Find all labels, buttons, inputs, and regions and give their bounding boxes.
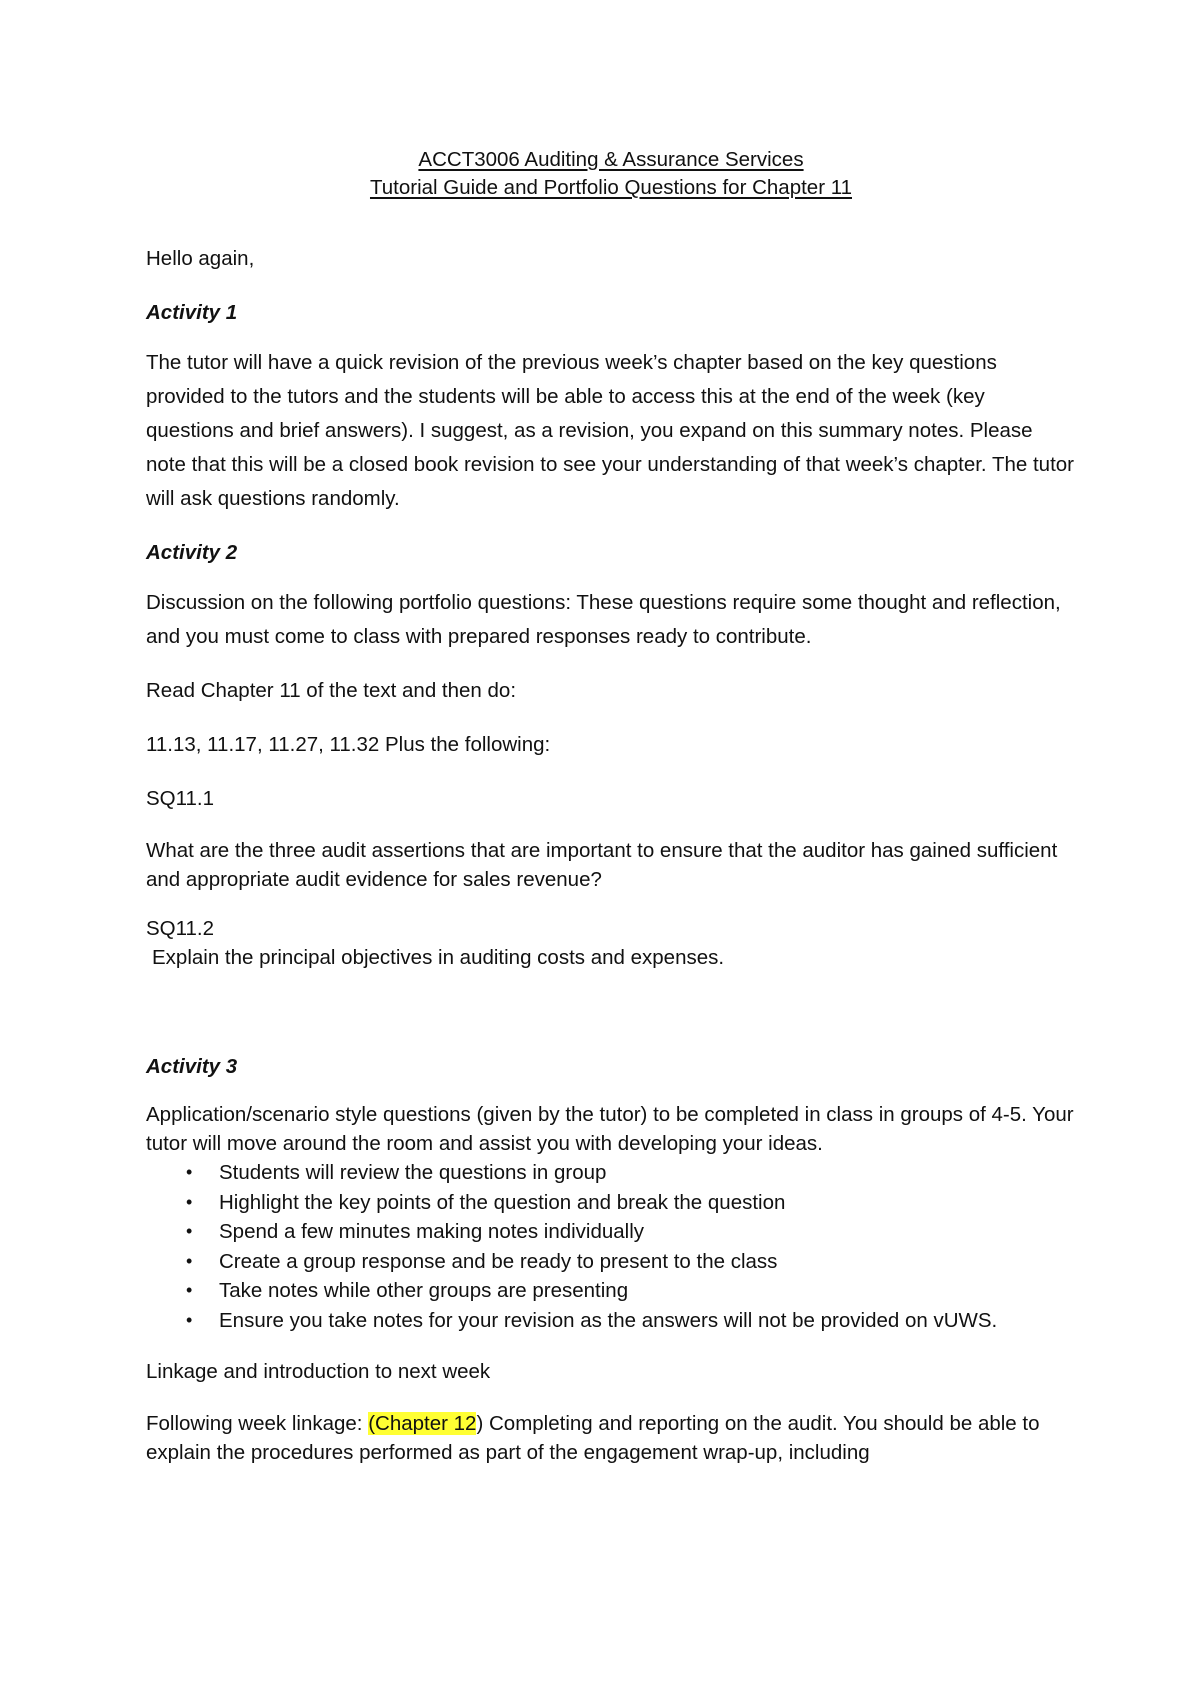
- document-title: [146, 146, 1076, 202]
- list-item: • Take notes while other groups are presenting: [186, 1276, 1076, 1306]
- activity-1-body: The tutor will have a quick revision of the previous week’s chapter based on the key questions provided to the tutors and the students will be able to access this at the end of the week (key questions and brief answers). I suggest, as a revision, you expand on this summary notes. Please note that this will be a closed book revision to see your understanding of that week’s chapter. The tutor will ask questions randomly.: [146, 351, 1074, 510]
- list-item: • Spend a few minutes making notes individually: [186, 1217, 1076, 1247]
- list-item: • Students will review the questions in group: [186, 1158, 1076, 1188]
- greeting: Hello again,: [146, 247, 255, 270]
- bullet-icon: •: [186, 1221, 193, 1241]
- list-item: • Create a group response and be ready to present to the class: [186, 1247, 1076, 1277]
- bullet-icon: •: [186, 1309, 193, 1330]
- linkage-prefix: Following week linkage:: [146, 1412, 369, 1435]
- activity-2-questions: 11.13, 11.17, 11.27, 11.32 Plus the following:: [146, 733, 551, 756]
- list-item: • Ensure you take notes for your revision as the answers will not be provided on vUWS.: [186, 1306, 1076, 1336]
- bullet-icon: •: [186, 1162, 193, 1182]
- sq11-1-code: SQ11.1: [146, 787, 214, 810]
- sq11-2-code: SQ11.2: [146, 917, 214, 940]
- activity-3-intro: Application/scenario style questions (given by the tutor) to be completed in class in groups of 4-5. Your tutor will move around the room and assist you with developing your ideas.: [146, 1103, 1074, 1155]
- bullet-icon: •: [186, 1250, 193, 1271]
- chapter-12-highlight: (Chapter 12: [368, 1412, 477, 1435]
- activity-3-heading: Activity 3: [146, 1055, 238, 1078]
- bullet-icon: •: [186, 1280, 193, 1300]
- activity-2-intro: Discussion on the following portfolio questions: These questions require some thought and reflection, and you must come to class with prepared responses ready to contribute.: [146, 591, 1061, 648]
- activity-2-heading: Activity 2: [146, 541, 238, 564]
- linkage-suffix: ) Completing and reporting on the audit. You should be able to explain the procedures performed as part of the engagement wrap-up, including: [146, 1412, 1040, 1464]
- activity-2-read: Read Chapter 11 of the text and then do:: [146, 679, 517, 702]
- spacer: [146, 992, 1076, 1050]
- document-page: [146, 146, 1076, 1487]
- bullet-icon: •: [186, 1191, 193, 1212]
- sq11-1-text: What are the three audit assertions that are important to ensure that the auditor has gained sufficient and appropriate audit evidence for sales revenue?: [146, 839, 1058, 891]
- linkage-heading: Linkage and introduction to next week: [146, 1360, 491, 1383]
- title-line-course: ACCT3006 Auditing & Assurance Services: [418, 148, 804, 171]
- activity-1-heading: Activity 1: [146, 301, 238, 324]
- sq11-2-text: Explain the principal objectives in auditing costs and expenses.: [152, 946, 725, 969]
- title-line-guide: Tutorial Guide and Portfolio Questions for Chapter 11: [369, 176, 852, 199]
- list-item: • Highlight the key points of the question and break the question: [186, 1188, 1076, 1218]
- linkage-body: [146, 1409, 1076, 1467]
- activity-3-bullet-list: [146, 1158, 1076, 1335]
